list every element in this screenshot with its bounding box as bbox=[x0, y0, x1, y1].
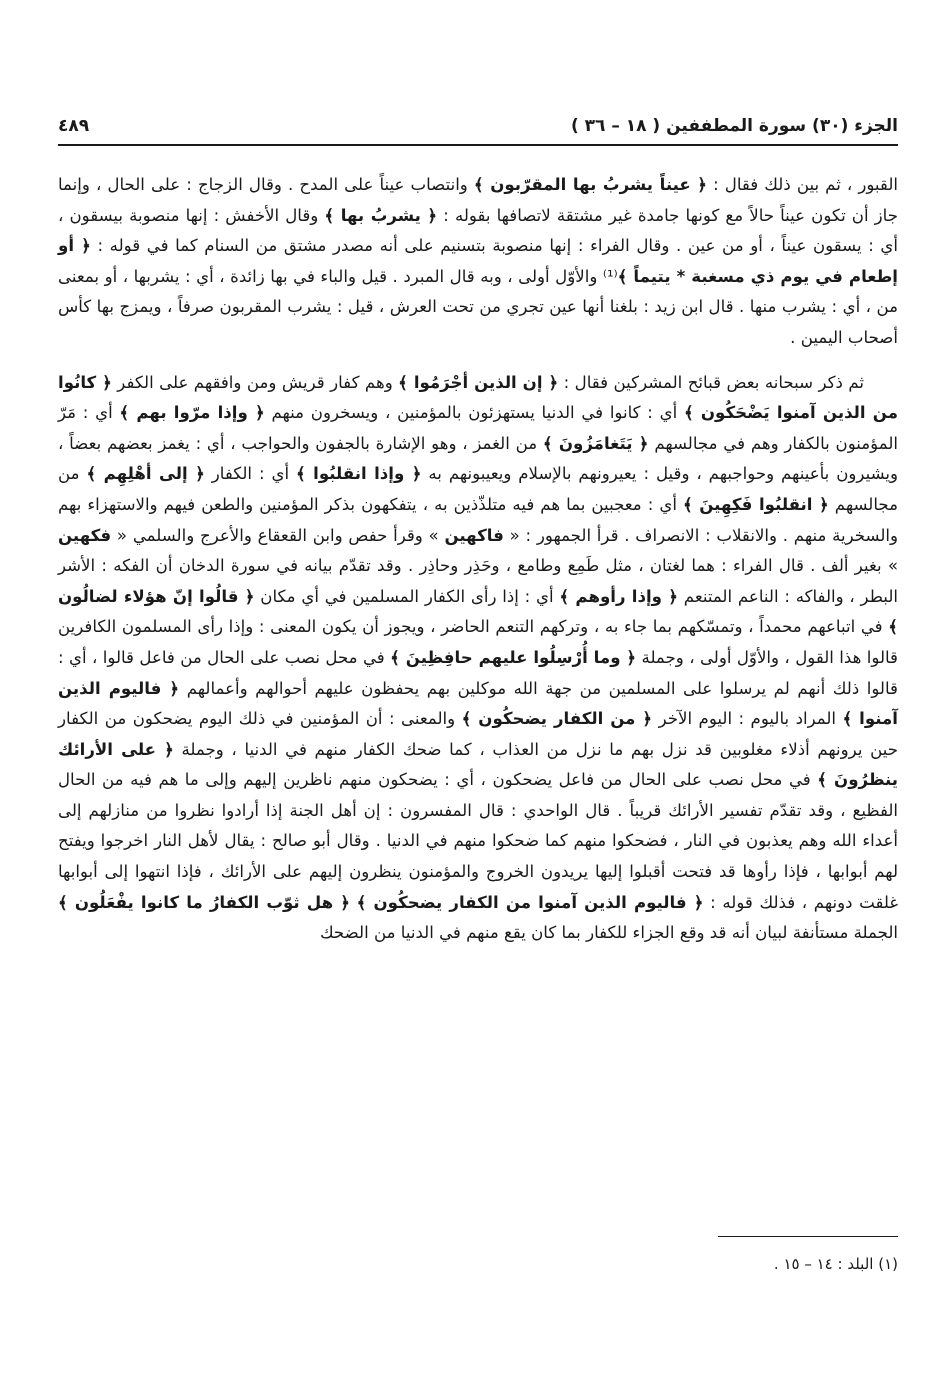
quran-quote: ﴿ عيناً يشربُ بها المقرّبون ﴾ bbox=[473, 175, 708, 194]
quran-quote: ﴿ إن الذين أجْرَمُوا ﴾ bbox=[398, 372, 559, 392]
quran-quote: ﴿ فاليوم الذين آمنوا ﴾ bbox=[58, 678, 898, 729]
text-run: وانتصاب عيناً على المدح . وقال الزجاج : على الحال ، وإنما جاز أن تكون عيناً حالاً مع كونها جامدة غير مشتقة لاتصافها بقوله : bbox=[58, 175, 898, 225]
body-text bbox=[58, 170, 898, 949]
text-run: ⁽¹⁾ والأوّل أولى ، وبه قال المبرد . قيل والباء في بها زائدة ، أي : يشربها ، أو بمعنى من ، أي : يشرب منها . قال ابن زيد : بلغنا أنها عين تجري من تحت العرش ، قيل : يشرب المقربون صرفاً ، ويمزج بها كأس أصحاب اليمين . bbox=[58, 266, 898, 347]
quran-quote: ﴿ وإذا رأوهم ﴾ bbox=[559, 586, 678, 606]
text-run: الجملة مستأنفة لبيان أنه قد وقع الجزاء للكفار بما كان يقع منهم في الدنيا من الضحك bbox=[319, 923, 898, 943]
quran-quote: ﴿ إلى أهْلِهِم ﴾ bbox=[86, 464, 205, 484]
text-run: من مجالسهم bbox=[58, 464, 898, 514]
quran-quote: ﴿ وما أُرْسِلُوا عليهم حافِظِينَ ﴾ bbox=[390, 647, 637, 667]
running-header bbox=[58, 108, 898, 146]
text-run: أي : مَرّ المؤمنون بالكفار وهم في مجالسهم bbox=[58, 403, 898, 453]
quran-quote: ﴿ على الأرائك ينظرُونَ ﴾ bbox=[58, 739, 899, 790]
quran-quote: ﴿ وإذا انقلبُوا ﴾ bbox=[296, 464, 422, 484]
text-run: والمعنى : أن المؤمنين في ذلك اليوم يضحكون من الكفار حين يرونهم أذلاء مغلوبين قد نزل بهم ما نزل من العذاب ، كما ضحك الكفار منهم في الدنيا ، وجملة bbox=[58, 709, 898, 759]
quran-quote: ﴿ وإذا مرّوا بهم ﴾ bbox=[119, 403, 265, 423]
text-run bbox=[350, 893, 357, 912]
quran-quote: ﴿ فاليوم الذين آمنوا من الكفار يضحكُون ﴾ bbox=[356, 892, 704, 912]
text-run: وقال الأخفش : إنها منصوبة بيسقون ، أي : يسقون عيناً ، أو من عين . وقال الفراء : إنها منصوبة بتسنيم على أنه مصدر مشتق من السنام كما في قوله : bbox=[58, 205, 898, 256]
footnote-divider bbox=[718, 1236, 898, 1237]
text-run: أي : الكفار bbox=[204, 464, 297, 484]
quran-quote: ﴿ كانُوا من الذين آمنوا يَضْحَكُون ﴾ bbox=[58, 372, 899, 423]
quran-quote: ﴿ هل ثوّب الكفارُ ما كانوا يفْعَلُون ﴾ bbox=[58, 892, 350, 912]
quran-quote: ﴿ يشربُ بها ﴾ bbox=[324, 205, 438, 225]
footnote: (١) البلد : ١٤ – ١٥ . bbox=[773, 1255, 898, 1273]
quran-quote: ﴿ يَتَغامَزُونَ ﴾ bbox=[542, 433, 649, 453]
text-run: أي : كانوا في الدنيا يستهزئون بالمؤمنين ، ويسخرون منهم bbox=[264, 403, 684, 423]
text-run: المراد باليوم : اليوم الآخر bbox=[652, 709, 843, 729]
text-run: أي : معجبين بما هم فيه متلذّذين به ، يتفكهون بذكر المؤمنين والطعن فيهم والاستهزاء بهم والسخرية منهم . والانقلاب : الانصراف . قرأ الجمهور : « bbox=[58, 494, 898, 545]
text-run: وهم كفار قريش ومن وافقهم على الكفر bbox=[111, 372, 399, 392]
text-run: القبور ، ثم بين ذلك فقال : bbox=[707, 175, 898, 194]
quran-quote: فاكهين bbox=[444, 525, 504, 545]
text-run: أي : إذا رأى الكفار المسلمين في أي مكان bbox=[254, 586, 560, 606]
quran-quote: فكهين bbox=[58, 525, 112, 545]
running-title: الجزء (٣٠) سورة المطففين ( ١٨ – ٣٦ ) bbox=[570, 116, 898, 136]
paragraph bbox=[58, 368, 898, 949]
text-run: من الغمز ، وهو الإشارة بالجفون والحواجب ، أي : يغمز بعضهم بعضاً ، ويشيرون بأعينهم وحواجبهم ، وقيل : يعيرونهم بالإسلام ويعيبونهم به bbox=[58, 433, 899, 484]
quran-quote: ﴿ من الكفار يضحكُون ﴾ bbox=[461, 709, 653, 729]
text-run: » بغير ألف . قال الفراء : هما لغتان ، مثل طَمِع وطامع ، وحَذِر وحاذِر . وقد تقدّم بيانه في سورة الدخان أن الفكه : الأشر البطر ، والفاكه : الناعم المتنعم bbox=[58, 556, 898, 606]
text-run: في اتباعهم محمداً ، وتمسّكهم بما جاء به ، وتركهم التنعم الحاضر ، ويجوز أن يكون المعنى : وإذا رأى المسلمون الكافرين قالوا هذا القول ، والأوّل أولى ، وجملة bbox=[58, 617, 898, 667]
quran-quote: ﴿ انقلبُوا فَكِهِينَ ﴾ bbox=[682, 494, 829, 514]
quran-quote: ﴿ أو إطعام في يوم ذي مسغبة * يتيماً ﴾ bbox=[58, 236, 898, 286]
text-run: في محل نصب على الحال من فاعل يضحكون ، أي : يضحكون منهم ناظرين إليهم وإلى ما هم فيه من الحال الفظيع ، وقد تقدّم تفسير الأرائك قريباً . قال الواحدي : قال المفسرون : إن أهل الجنة إذا أرادوا نظروا من منازلهم إلى أعداء الله وهم يعذبون في النار ، فضحكوا منهم كما ضحكوا منهم في الدنيا . وقال أبو صالح : يقال لأهل النار اخرجوا ويفتح لهم أبوابها ، فإذا رأوها قد فتحت أقبلوا إليها يريدون الخروج والمؤمنون ينظرون إليهم على الأرائك ، فإذا انتهوا إلى أبوابها غلقت دونهم ، فذلك قوله : bbox=[58, 770, 899, 912]
text-run: ثم ذكر سبحانه بعض قبائح المشركين فقال : bbox=[558, 372, 865, 392]
quran-quote: ﴿ قالُوا إنّ هؤلاء لضالُون ﴾ bbox=[58, 586, 898, 637]
page-number: ٤٨٩ bbox=[58, 116, 90, 136]
page bbox=[58, 108, 898, 1348]
text-run: » وقرأ حفص وابن القعقاع والأعرج والسلمي « bbox=[111, 525, 445, 545]
paragraph bbox=[58, 170, 898, 354]
text-run: في محل نصب على الحال من فاعل قالوا ، أي : قالوا ذلك أنهم لم يرسلوا على المسلمين من جهة الله موكلين بهم يحفظون عليهم أحوالهم وأعمالهم bbox=[58, 647, 898, 698]
